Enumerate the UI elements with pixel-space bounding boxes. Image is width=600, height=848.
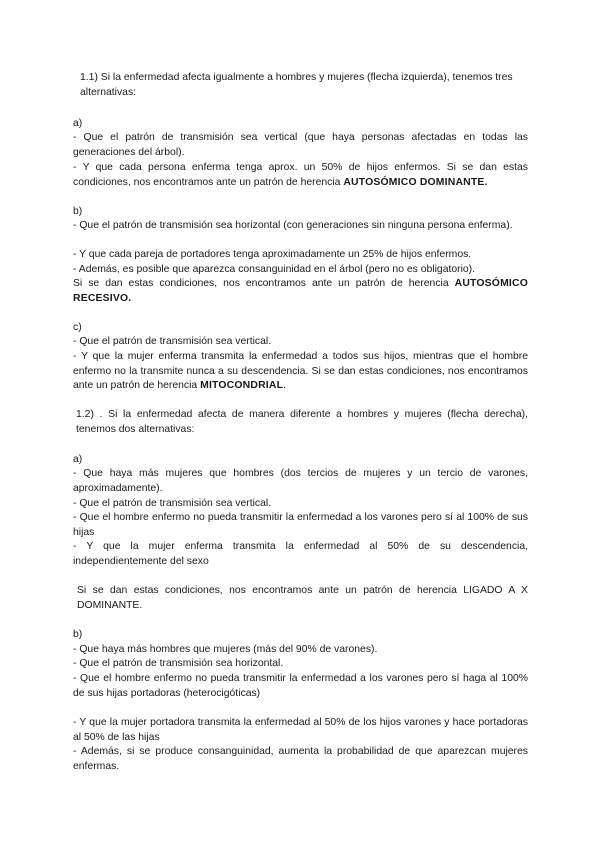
option-1-2-a-label: a) [73,454,83,465]
option-1-2-b-label: b) [73,629,83,640]
option-c-line-2 [73,350,528,394]
option-b-label: b) [73,206,83,217]
option-c-line-1: - Que el patrón de transmisión sea vertical. [73,336,272,347]
option-1-2-b-line-4: - Y que la mujer portadora transmita la enfermedad al 50% de los hijos varones y hace portadoras al 50% de las hijas [73,717,528,743]
option-1-2-b-line-5: - Además, si se produce consanguinidad, aumenta la probabilidad de que aparezcan mujeres enfermas. [73,746,528,772]
option-c-end: . [283,380,287,392]
mitocondrial-label: MITOCONDRIAL [200,380,284,392]
option-a-line-1: - Que el patrón de transmisión sea vertical (que haya personas afectadas en todas las generaciones del árbol). [73,132,528,158]
option-a-line-2-text: - Y que cada persona enferma tenga aprox. un 50% de hijos enfermos. Si se dan estas condiciones, nos encontramos ante un patrón de herencia [73,162,528,188]
option-a-label: a) [73,118,83,129]
option-b-line-4 [73,277,528,306]
option-1-2-b-line-1: - Que haya más hombres que mujeres (más del 90% de varones). [73,644,378,655]
option-c-line-2-text: - Y que la mujer enferma transmita la enfermedad a todos sus hijos, mientras que el hombre enfermo no la transmite nunca a su descendencia. Si se dan estas condiciones, nos encontramos ante un patrón de herencia [73,351,528,392]
option-1-2-a-line-2: - Que el patrón de transmisión sea vertical. [73,498,272,509]
option-1-2-a-conclusion: Si se dan estas condiciones, nos encontramos ante un patrón de herencia LIGADO A X DOMINANTE. [77,585,528,611]
section-1-1-intro: 1.1) Si la enfermedad afecta igualmente a hombres y mujeres (flecha izquierda), tenemos tres alternativas: [80,72,513,98]
option-1-2-a-line-4: - Y que la mujer enferma transmita la enfermedad al 50% de su descendencia, independientemente del sexo [73,541,528,567]
option-b-line-1: - Que el patrón de transmisión sea horizontal (con generaciones sin ninguna persona enferma). [73,220,513,231]
autosomico-dominante-label: AUTOSÓMICO DOMINANTE. [343,176,488,188]
option-1-2-a-line-1: - Que haya más mujeres que hombres (dos tercios de mujeres y un tercio de varones, aproximadamente). [73,468,528,494]
option-b-line-3: - Además, es posible que aparezca consanguinidad en el árbol (pero no es obligatorio). [73,264,476,275]
option-a-line-2 [73,161,528,190]
option-1-2-b-line-2: - Que el patrón de transmisión sea horizontal. [73,658,284,669]
option-b-line-2: - Y que cada pareja de portadores tenga aproximadamente un 25% de hijos enfermos. [73,249,472,260]
autosomico-recesivo-label: AUTOSÓMICO RECESIVO. [73,278,528,304]
option-1-2-a-line-3: - Que el hombre enfermo no pueda transmitir la enfermedad a los varones pero sí al 100% de sus hijas [73,512,528,538]
section-1-2-intro: 1.2) . Si la enfermedad afecta de manera diferente a hombres y mujeres (flecha derecha), tenemos dos alternativas: [76,409,528,435]
option-1-2-b-line-3: - Que el hombre enfermo no pueda transmitir la enfermedad a los varones pero sí haga al 100% de sus hijas portadoras (heterocigóticas) [73,673,528,699]
option-c-label: c) [73,322,82,333]
option-b-line-4-text: Si se dan estas condiciones, nos encontramos ante un patrón de herencia [73,278,455,289]
